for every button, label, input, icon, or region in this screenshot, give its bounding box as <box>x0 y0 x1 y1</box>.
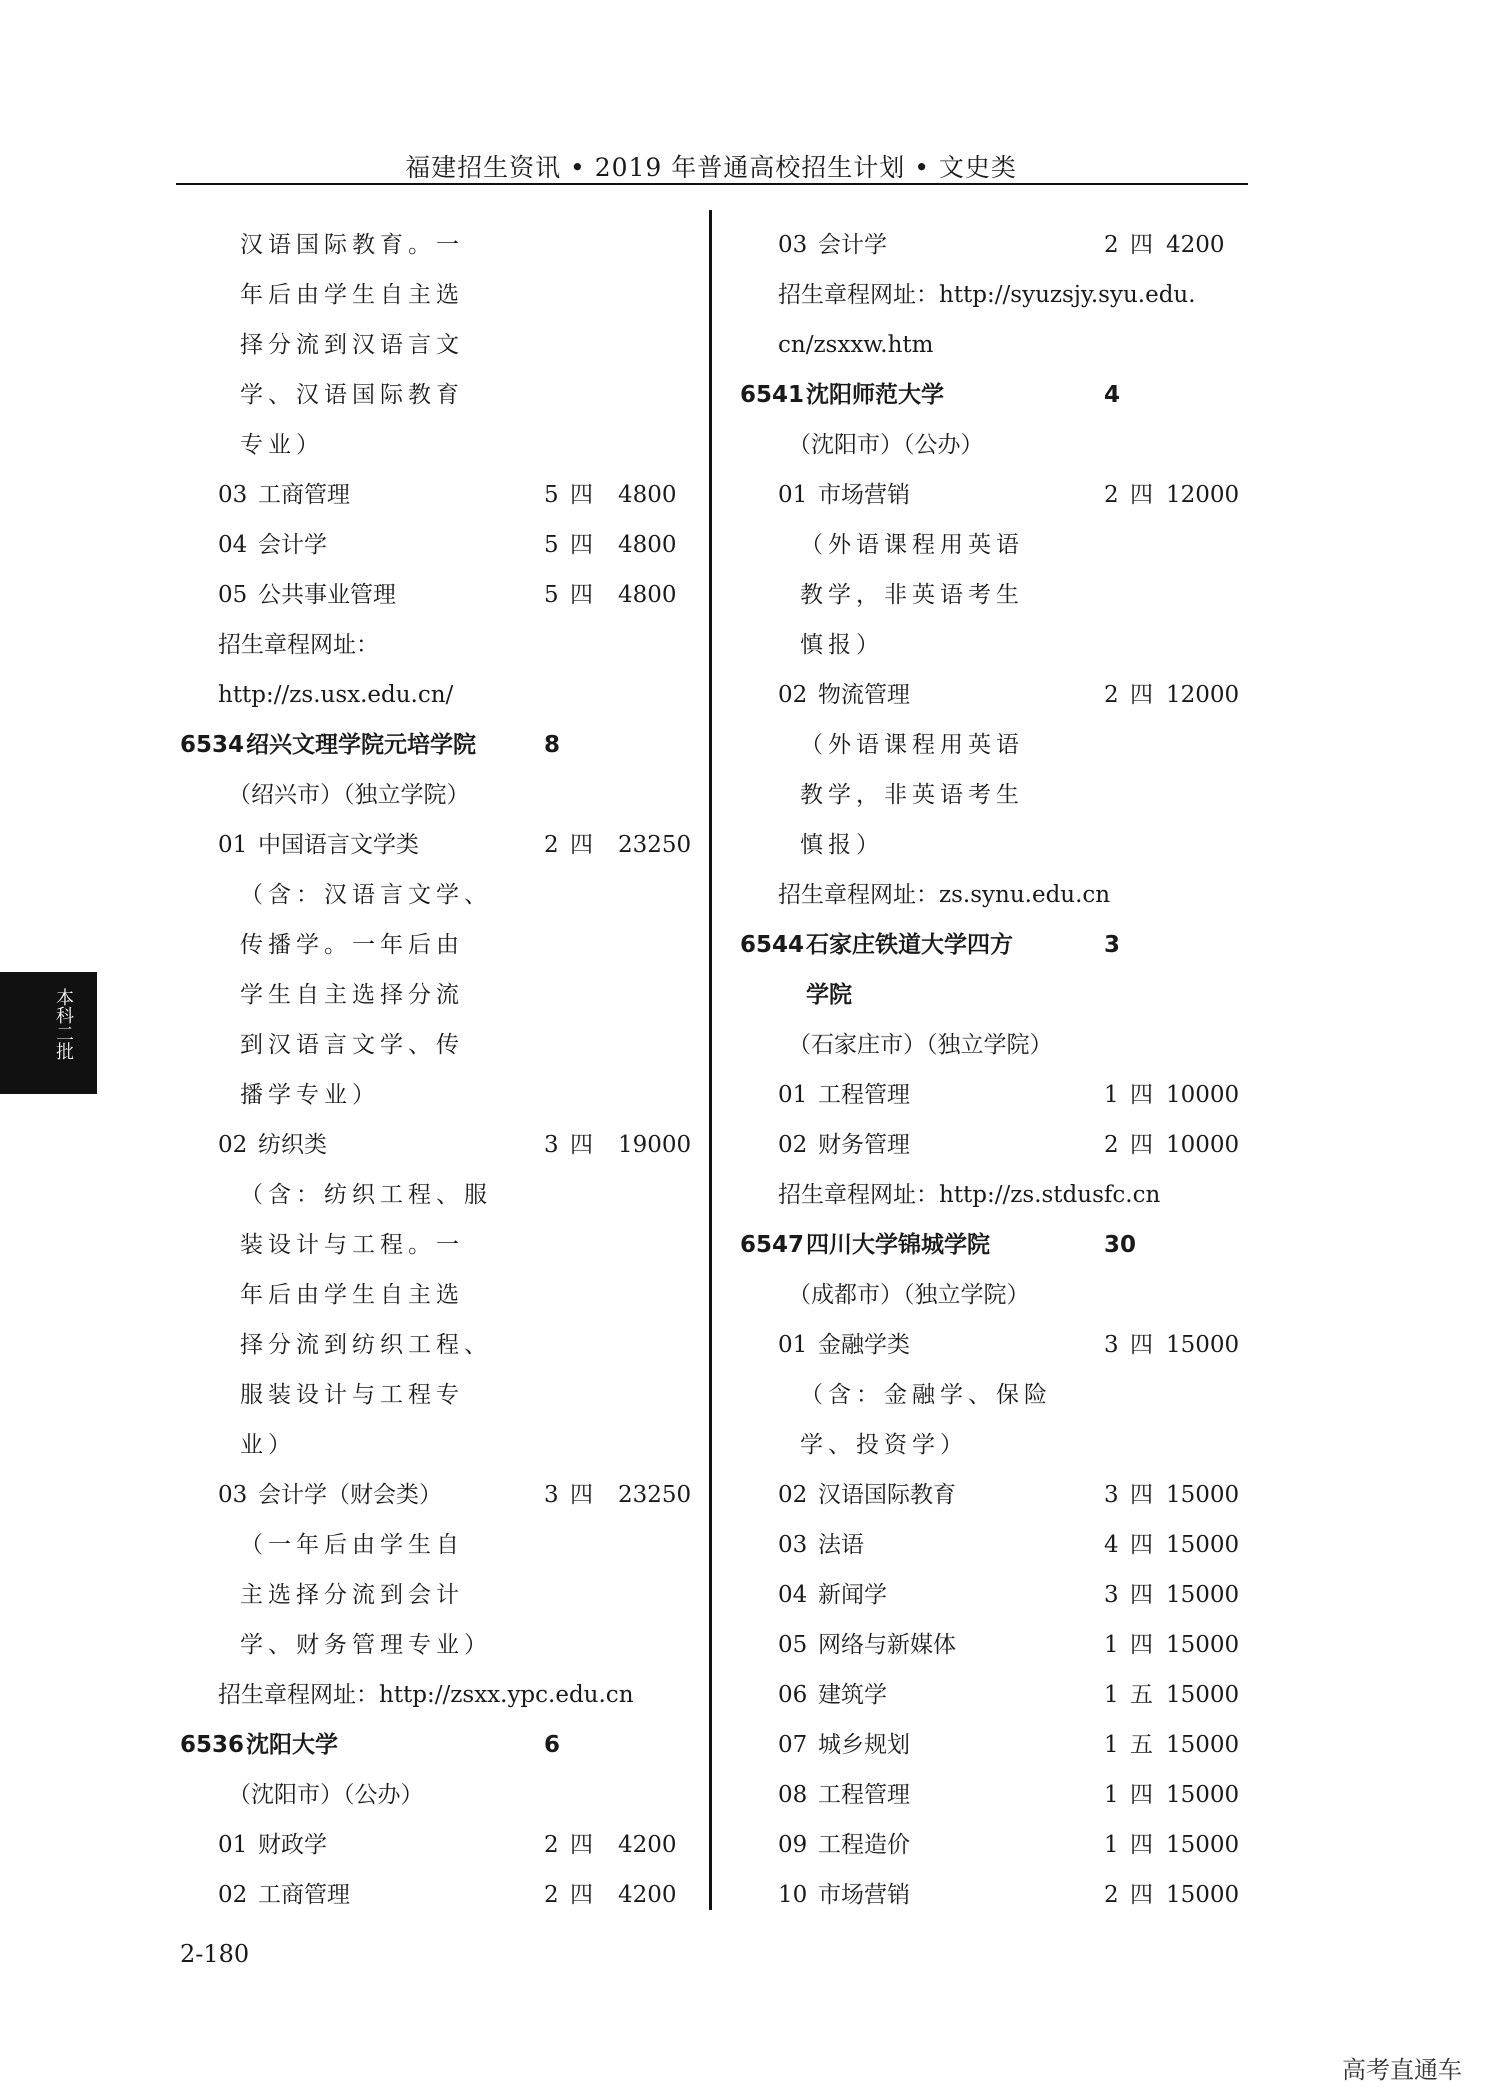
major-code: 09 <box>778 1832 808 1858</box>
major-note-line <box>740 820 1240 870</box>
institution-location <box>740 420 1240 470</box>
tuition-fee: 4800 <box>618 482 677 508</box>
major-note-line <box>740 620 1240 670</box>
admissions-url-line <box>740 870 1240 920</box>
note-text: 慎报） <box>800 832 884 858</box>
major-note-line <box>740 570 1240 620</box>
major-code: 06 <box>778 1682 808 1708</box>
note-text: 年后由学生自主选 <box>240 1282 464 1308</box>
plan-count: 3 <box>544 1482 559 1508</box>
major-name: 工商管理 <box>258 1882 350 1908</box>
institution-row <box>740 370 1240 420</box>
major-note-line <box>180 270 680 320</box>
major-note-line <box>180 1320 680 1370</box>
plan-count: 4 <box>1104 1532 1119 1558</box>
study-years: 四 <box>1130 1882 1153 1908</box>
study-years: 四 <box>570 482 593 508</box>
institution-name-continued <box>740 970 1240 1020</box>
major-note-line <box>740 1370 1240 1420</box>
major-note-line <box>180 420 680 470</box>
major-code: 02 <box>218 1882 248 1908</box>
tuition-fee: 15000 <box>1166 1682 1240 1708</box>
major-row <box>740 1120 1240 1170</box>
tuition-fee: 23250 <box>618 832 692 858</box>
study-years: 四 <box>570 582 593 608</box>
tuition-fee: 15000 <box>1166 1632 1240 1658</box>
major-code: 03 <box>778 232 808 258</box>
major-note-line <box>180 1270 680 1320</box>
institution-row <box>180 720 680 770</box>
study-years: 四 <box>570 532 593 558</box>
study-years: 四 <box>570 832 593 858</box>
study-years: 四 <box>570 1132 593 1158</box>
institution-row <box>740 1220 1240 1270</box>
major-code: 02 <box>778 1482 808 1508</box>
tuition-fee: 4800 <box>618 582 677 608</box>
major-name: 网络与新媒体 <box>818 1632 956 1658</box>
major-row <box>180 470 680 520</box>
major-code: 04 <box>218 532 248 558</box>
plan-count: 2 <box>544 1832 559 1858</box>
major-row <box>740 1720 1240 1770</box>
url-text: 招生章程网址：http://syuzsjy.syu.edu. <box>778 282 1196 308</box>
major-row <box>740 1770 1240 1820</box>
major-code: 03 <box>218 482 248 508</box>
institution-location <box>740 1270 1240 1320</box>
major-name: 中国语言文学类 <box>258 832 419 858</box>
study-years: 四 <box>1130 1782 1153 1808</box>
plan-count: 2 <box>544 1882 559 1908</box>
note-text: （含：汉语言文学、 <box>240 882 492 908</box>
note-text: （一年后由学生自 <box>240 1532 464 1558</box>
major-row <box>740 670 1240 720</box>
major-row <box>740 1570 1240 1620</box>
major-row <box>740 1620 1240 1670</box>
watermark: 高考直通车 <box>1342 2056 1462 2084</box>
study-years: 五 <box>1130 1732 1153 1758</box>
plan-count: 1 <box>1104 1732 1119 1758</box>
admissions-url-line <box>740 270 1240 320</box>
note-text: 业） <box>240 1432 296 1458</box>
plan-count: 5 <box>544 582 559 608</box>
major-note-line <box>180 970 680 1020</box>
major-code: 01 <box>778 1082 808 1108</box>
institution-count: 6 <box>544 1732 561 1758</box>
institution-code: 6547 <box>740 1232 805 1258</box>
major-name: 纺织类 <box>258 1132 327 1158</box>
major-note-line <box>180 320 680 370</box>
major-code: 02 <box>778 682 808 708</box>
study-years: 四 <box>1130 1082 1153 1108</box>
major-name: 公共事业管理 <box>258 582 396 608</box>
note-text: 教学，非英语考生 <box>800 782 1024 808</box>
institution-name-line: 学院 <box>806 982 852 1008</box>
institution-count: 8 <box>544 732 561 758</box>
study-years: 四 <box>1130 1482 1153 1508</box>
institution-location <box>180 1770 680 1820</box>
major-code: 10 <box>778 1882 808 1908</box>
major-note-line <box>180 1220 680 1270</box>
location-text: （成都市）（独立学院） <box>788 1282 1030 1308</box>
tuition-fee: 19000 <box>618 1132 692 1158</box>
header-rule <box>176 183 1248 185</box>
admissions-url-line <box>740 320 1240 370</box>
major-name: 工商管理 <box>258 482 350 508</box>
major-note-line <box>180 1570 680 1620</box>
study-years: 四 <box>1130 1132 1153 1158</box>
note-text: 到汉语言文学、传 <box>240 1032 464 1058</box>
major-row <box>740 470 1240 520</box>
institution-row <box>740 920 1240 970</box>
major-note-line <box>180 920 680 970</box>
note-text: 传播学。一年后由 <box>240 932 464 958</box>
major-name: 市场营销 <box>818 1882 910 1908</box>
major-row <box>740 1870 1240 1920</box>
institution-name: 四川大学锦城学院 <box>806 1232 990 1258</box>
institution-name: 绍兴文理学院元培学院 <box>246 732 476 758</box>
study-years: 四 <box>1130 1332 1153 1358</box>
major-code: 01 <box>778 1332 808 1358</box>
url-text: cn/zsxxw.htm <box>778 332 934 358</box>
location-text: （沈阳市）（公办） <box>228 1782 424 1808</box>
plan-count: 2 <box>1104 1132 1119 1158</box>
institution-code: 6541 <box>740 382 805 408</box>
tuition-fee: 10000 <box>1166 1082 1240 1108</box>
study-years: 四 <box>570 1882 593 1908</box>
major-row <box>180 1870 680 1920</box>
tuition-fee: 12000 <box>1166 482 1240 508</box>
side-tab <box>0 972 97 1094</box>
plan-count: 1 <box>1104 1632 1119 1658</box>
major-row <box>180 520 680 570</box>
plan-count: 5 <box>544 532 559 558</box>
plan-count: 2 <box>1104 1882 1119 1908</box>
major-name: 新闻学 <box>818 1582 887 1608</box>
major-row <box>180 570 680 620</box>
url-text: 招生章程网址： <box>218 632 379 658</box>
major-note-line <box>180 1170 680 1220</box>
page-header: 福建招生资讯 • 2019 年普通高校招生计划 • 文史类 <box>405 153 1017 182</box>
major-name: 金融学类 <box>818 1332 910 1358</box>
major-code: 02 <box>218 1132 248 1158</box>
major-row <box>180 820 692 870</box>
note-text: （含：纺织工程、服 <box>240 1182 492 1208</box>
major-name: 财务管理 <box>818 1132 910 1158</box>
study-years: 四 <box>1130 1632 1153 1658</box>
note-text: 学、财务管理专业） <box>240 1632 492 1658</box>
plan-count: 3 <box>1104 1582 1119 1608</box>
institution-row <box>180 1720 680 1770</box>
major-note-line <box>180 370 680 420</box>
note-text: 学生自主选择分流 <box>240 982 464 1008</box>
admissions-url-line <box>180 670 680 720</box>
right-column <box>740 220 1240 1920</box>
major-row <box>740 1320 1240 1370</box>
institution-count: 30 <box>1104 1232 1137 1258</box>
major-name: 会计学（财会类） <box>258 1482 442 1508</box>
major-note-line <box>180 220 680 270</box>
institution-location <box>180 770 680 820</box>
tuition-fee: 4200 <box>1166 232 1225 258</box>
major-note-line <box>740 1420 1240 1470</box>
major-name: 财政学 <box>258 1832 327 1858</box>
major-row <box>740 220 1240 270</box>
study-years: 四 <box>1130 682 1153 708</box>
study-years: 四 <box>1130 1532 1153 1558</box>
plan-count: 1 <box>1104 1782 1119 1808</box>
note-text: 主选择分流到会计 <box>240 1582 464 1608</box>
institution-count: 3 <box>1104 932 1121 958</box>
tuition-fee: 4800 <box>618 532 677 558</box>
major-note-line <box>180 1020 680 1070</box>
major-name: 市场营销 <box>818 482 910 508</box>
major-code: 05 <box>218 582 248 608</box>
major-code: 05 <box>778 1632 808 1658</box>
major-row <box>180 1470 692 1520</box>
institution-name: 沈阳师范大学 <box>806 382 944 408</box>
major-code: 01 <box>218 832 248 858</box>
tuition-fee: 4200 <box>618 1832 677 1858</box>
major-name: 汉语国际教育 <box>818 1482 956 1508</box>
institution-name: 石家庄铁道大学四方 <box>806 932 1013 958</box>
major-note-line <box>740 520 1240 570</box>
major-name: 法语 <box>818 1532 864 1558</box>
note-text: 择分流到汉语言文 <box>240 332 464 358</box>
tuition-fee: 15000 <box>1166 1482 1240 1508</box>
tuition-fee: 15000 <box>1166 1782 1240 1808</box>
major-name: 工程管理 <box>818 1082 910 1108</box>
major-code: 02 <box>778 1132 808 1158</box>
admissions-url-line <box>180 1670 680 1720</box>
note-text: （外语课程用英语 <box>800 732 1024 758</box>
institution-code: 6536 <box>180 1732 245 1758</box>
note-text: 择分流到纺织工程、 <box>240 1332 492 1358</box>
major-row <box>740 1470 1240 1520</box>
note-text: 装设计与工程。一 <box>240 1232 464 1258</box>
admissions-url-line <box>180 620 680 670</box>
url-text: 招生章程网址：http://zs.stdusfc.cn <box>778 1182 1161 1208</box>
location-text: （石家庄市）（独立学院） <box>788 1032 1053 1058</box>
major-note-line <box>740 720 1240 770</box>
note-text: （含：金融学、保险 <box>800 1382 1052 1408</box>
major-name: 工程管理 <box>818 1782 910 1808</box>
major-code: 04 <box>778 1582 808 1608</box>
note-text: 教学，非英语考生 <box>800 582 1024 608</box>
note-text: 汉语国际教育。一 <box>240 232 464 258</box>
institution-name: 沈阳大学 <box>246 1732 338 1758</box>
major-name: 会计学 <box>258 532 327 558</box>
side-tab-label: 本科二批 <box>53 988 74 1060</box>
study-years: 四 <box>570 1482 593 1508</box>
major-name: 会计学 <box>818 232 887 258</box>
major-code: 07 <box>778 1732 808 1758</box>
major-row <box>740 1820 1240 1870</box>
tuition-fee: 15000 <box>1166 1532 1240 1558</box>
major-note-line <box>180 870 680 920</box>
tuition-fee: 15000 <box>1166 1732 1240 1758</box>
plan-count: 3 <box>544 1132 559 1158</box>
study-years: 四 <box>1130 1582 1153 1608</box>
tuition-fee: 15000 <box>1166 1332 1240 1358</box>
major-row <box>180 1120 692 1170</box>
study-years: 四 <box>1130 232 1153 258</box>
study-years: 四 <box>570 1832 593 1858</box>
tuition-fee: 15000 <box>1166 1882 1240 1908</box>
study-years: 五 <box>1130 1682 1153 1708</box>
major-code: 03 <box>778 1532 808 1558</box>
major-note-line <box>180 1420 680 1470</box>
url-text: 招生章程网址：http://zsxx.ypc.edu.cn <box>218 1682 634 1708</box>
note-text: 专业） <box>240 432 324 458</box>
location-text: （沈阳市）（公办） <box>788 432 984 458</box>
major-note-line <box>180 1070 680 1120</box>
major-name: 城乡规划 <box>818 1732 910 1758</box>
major-note-line <box>180 1620 680 1670</box>
major-code: 08 <box>778 1782 808 1808</box>
plan-count: 1 <box>1104 1832 1119 1858</box>
note-text: 慎报） <box>800 632 884 658</box>
major-note-line <box>740 770 1240 820</box>
major-code: 01 <box>218 1832 248 1858</box>
page-number: 2-180 <box>180 1940 250 1968</box>
plan-count: 2 <box>544 832 559 858</box>
plan-count: 2 <box>1104 682 1119 708</box>
major-row <box>740 1070 1240 1120</box>
url-text: 招生章程网址：zs.synu.edu.cn <box>778 882 1111 908</box>
tuition-fee: 15000 <box>1166 1832 1240 1858</box>
note-text: 服装设计与工程专 <box>240 1382 464 1408</box>
note-text: 学、投资学） <box>800 1432 968 1458</box>
major-row <box>740 1670 1240 1720</box>
note-text: （外语课程用英语 <box>800 532 1024 558</box>
major-name: 工程造价 <box>818 1832 910 1858</box>
major-note-line <box>180 1520 680 1570</box>
tuition-fee: 12000 <box>1166 682 1240 708</box>
institution-location <box>740 1020 1240 1070</box>
study-years: 四 <box>1130 1832 1153 1858</box>
tuition-fee: 10000 <box>1166 1132 1240 1158</box>
plan-count: 2 <box>1104 232 1119 258</box>
major-note-line <box>180 1370 680 1420</box>
plan-count: 2 <box>1104 482 1119 508</box>
plan-count: 3 <box>1104 1482 1119 1508</box>
admissions-url-line <box>740 1170 1240 1220</box>
plan-count: 5 <box>544 482 559 508</box>
location-text: （绍兴市）（独立学院） <box>228 782 470 808</box>
column-divider <box>709 210 712 1910</box>
note-text: 播学专业） <box>240 1082 380 1108</box>
tuition-fee: 23250 <box>618 1482 692 1508</box>
url-text: http://zs.usx.edu.cn/ <box>218 682 454 708</box>
plan-count: 1 <box>1104 1682 1119 1708</box>
major-code: 03 <box>218 1482 248 1508</box>
major-name: 建筑学 <box>818 1682 887 1708</box>
plan-count: 1 <box>1104 1082 1119 1108</box>
plan-count: 3 <box>1104 1332 1119 1358</box>
institution-code: 6534 <box>180 732 245 758</box>
study-years: 四 <box>1130 482 1153 508</box>
major-row <box>740 1520 1240 1570</box>
major-code: 01 <box>778 482 808 508</box>
major-row <box>180 1820 680 1870</box>
institution-code: 6544 <box>740 932 805 958</box>
note-text: 学、汉语国际教育 <box>240 382 464 408</box>
left-column <box>180 220 692 1920</box>
tuition-fee: 4200 <box>618 1882 677 1908</box>
major-name: 物流管理 <box>818 682 910 708</box>
tuition-fee: 15000 <box>1166 1582 1240 1608</box>
note-text: 年后由学生自主选 <box>240 282 464 308</box>
institution-count: 4 <box>1104 382 1121 408</box>
